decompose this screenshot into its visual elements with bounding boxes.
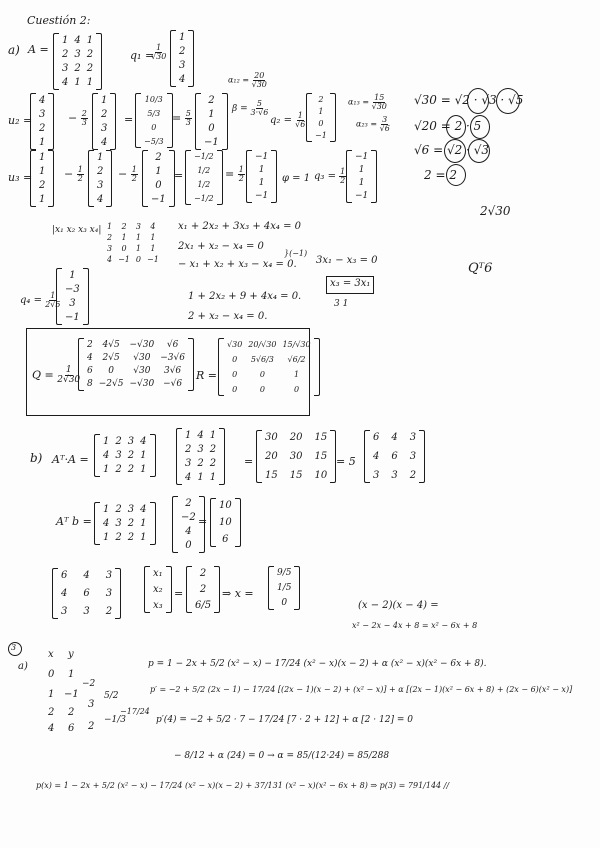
- matrix-entry: 3: [61, 606, 68, 617]
- root-factor-6: √6 = √2 · √3: [414, 143, 489, 157]
- Q-lhs: Q = $\frac{1}{2√30}$: [32, 365, 81, 385]
- vector-q4: [56, 268, 89, 325]
- matrix-entry: 4: [61, 588, 68, 599]
- matrix-entry: 1: [103, 532, 110, 543]
- table-cell: −1/3: [104, 715, 127, 725]
- table-header-y: y: [68, 649, 74, 660]
- u3-result: [185, 150, 223, 205]
- system-vars: |x₁ x₂ x₃ x₄|: [52, 225, 102, 235]
- matrix-entry: 4: [101, 137, 108, 148]
- matrix-entry: 1: [86, 35, 94, 46]
- circle-mark: [467, 88, 489, 114]
- system-matrix: [104, 220, 162, 266]
- matrix-entry: 2: [97, 166, 104, 177]
- matrix-A-b: [176, 428, 225, 485]
- matrix-entry: 2: [209, 458, 217, 469]
- equation-6: 2 + x₂ − x₄ = 0.: [188, 311, 268, 322]
- alpha23: α₂₃ = $\frac{3}{√6}$: [356, 115, 390, 133]
- matrix-entry: 0: [151, 123, 157, 132]
- matrix-entry: 4: [140, 504, 147, 515]
- q1-coef: $\frac{1}{√30}$: [151, 43, 167, 61]
- table-cell: 1: [68, 669, 75, 680]
- table-cell: 4: [48, 723, 55, 734]
- vector-rhs: [186, 566, 220, 613]
- matrix-entry: 3: [74, 49, 81, 60]
- circle-mark: [496, 88, 520, 114]
- equation-4: 3x₁ − x₃ = 0: [316, 255, 378, 266]
- matrix-entry: 2: [197, 458, 204, 469]
- table-cell: 5/2: [104, 691, 119, 701]
- matrix-entry: 15: [265, 470, 278, 481]
- matrix-entry: 2: [185, 498, 192, 509]
- matrix-entry: 10: [314, 470, 328, 481]
- u2-coef: = $\frac{5}{3}$: [172, 109, 191, 127]
- matrix-entry: 1: [39, 152, 46, 163]
- matrix-entry: −1/2: [194, 194, 214, 203]
- matrix-entry: −1: [355, 191, 369, 201]
- beta: β = $\frac{5}{3\cdot√6}$: [232, 99, 269, 117]
- matrix-entry: 1: [103, 436, 110, 447]
- root-product: 2√30: [480, 204, 511, 218]
- matrix-entry: 1: [150, 244, 156, 253]
- alpha13: α₁₃ = $\frac{15}{√30}$: [348, 93, 387, 111]
- matrix-entry: 4: [62, 77, 69, 88]
- matrix-entry: 1: [74, 77, 81, 88]
- matrix-entry: 4: [87, 353, 93, 363]
- matrix-entry: 0: [232, 385, 238, 394]
- matrix-entry: 2: [155, 152, 162, 163]
- matrix-entry: −1: [315, 131, 327, 140]
- matrix-entry: 1/5: [277, 583, 292, 593]
- matrix-entry: 6: [373, 432, 380, 443]
- table-cell: 6: [68, 723, 75, 734]
- u3-minus1: − $\frac{1}{2}$: [64, 165, 83, 183]
- Atb-eq: =: [198, 515, 208, 528]
- matrix-entry: −√6: [163, 379, 183, 389]
- matrix-entry: 15/√30: [282, 340, 311, 349]
- matrix-entry: 30: [265, 432, 278, 443]
- matrix-entry: 6: [87, 366, 93, 376]
- u3-v2: [142, 150, 175, 207]
- matrix-entry: 1: [209, 430, 217, 441]
- matrix-entry: 10/3: [144, 95, 163, 104]
- matrix-AtA-scaled: [364, 430, 425, 483]
- matrix-entry: 1: [135, 244, 141, 253]
- matrix-entry: 4: [391, 432, 398, 443]
- matrix-entry: 1: [39, 137, 46, 148]
- u2-eq: =: [124, 113, 134, 126]
- vector-Atb: [210, 498, 241, 547]
- matrix-entry: 0: [259, 385, 265, 394]
- matrix-entry: 15: [314, 451, 328, 462]
- matrix-entry: 1: [140, 450, 147, 461]
- matrix-At: [94, 434, 156, 477]
- matrix-entry: 6: [391, 451, 398, 462]
- matrix-entry: 4: [150, 222, 156, 231]
- matrix-entry: 4: [197, 430, 204, 441]
- matrix-entry: 2: [127, 518, 135, 529]
- matrix-entry: 0: [155, 180, 162, 191]
- matrix-entry: 0: [293, 385, 300, 394]
- matrix-entry: 2: [121, 222, 127, 231]
- matrix-entry: 3: [409, 451, 417, 462]
- matrix-entry: 1: [179, 32, 186, 43]
- table-cell: 2: [68, 707, 75, 718]
- matrix-entry: √6: [166, 340, 179, 350]
- matrix-Q: [78, 338, 194, 391]
- alpha-solution: − 8/12 + α (24) = 0 → α = 85/(12·24) = 85/288: [174, 751, 390, 761]
- matrix-entry: 2: [74, 63, 81, 74]
- qt-note: Qᵀ6: [468, 261, 493, 276]
- table-cell: −1: [64, 689, 79, 700]
- matrix-entry: 3: [97, 180, 104, 191]
- vector-x: [268, 566, 300, 610]
- part-a-label: a): [8, 43, 20, 57]
- question-3-number: 3: [11, 643, 17, 652]
- matrix-entry: 4: [140, 436, 147, 447]
- u3-eq: =: [174, 169, 184, 182]
- matrix-entry: 3: [107, 244, 113, 253]
- matrix-entry: 3: [127, 504, 135, 515]
- vector-x-vars: [144, 566, 172, 613]
- matrix-entry: 1: [358, 165, 365, 175]
- matrix-entry: 30: [289, 451, 303, 462]
- matrix-entry: 6: [61, 570, 68, 581]
- root-factor-20: √20 = 2 · 5: [414, 119, 482, 133]
- matrix-entry: 1: [197, 472, 204, 483]
- matrix-entry: −1: [146, 255, 159, 264]
- matrix-entry: 1: [258, 178, 265, 188]
- circle-mark: [446, 115, 466, 139]
- matrix-entry: 0: [281, 598, 288, 608]
- matrix-entry: 2: [62, 49, 69, 60]
- matrix-entry: √30: [133, 353, 151, 363]
- equation-5: 1 + 2x₂ + 9 + 4x₄ = 0.: [188, 291, 302, 302]
- matrix-entry: 10: [219, 517, 232, 528]
- matrix-entry: 15: [289, 470, 303, 481]
- matrix-entry: 2: [107, 233, 113, 242]
- matrix-entry: 2: [209, 444, 217, 455]
- matrix-entry: 2: [199, 568, 207, 579]
- matrix-entry: 4: [97, 194, 104, 205]
- matrix-entry: 3: [135, 222, 141, 231]
- matrix-entry: 0: [135, 255, 141, 264]
- matrix-entry: 2: [87, 340, 93, 350]
- matrix-entry: 2: [115, 504, 122, 515]
- vector-q1: [170, 30, 194, 87]
- matrix-entry: 6/5: [195, 600, 212, 611]
- matrix-entry: −2: [181, 512, 196, 523]
- matrix-entry: 2: [86, 49, 94, 60]
- matrix-entry: 0: [232, 355, 238, 364]
- matrix-entry: −√30: [129, 340, 155, 350]
- matrix-entry: 4: [185, 526, 192, 537]
- matrix-entry: 3: [62, 63, 69, 74]
- p-derivative-at-4: p′(4) = −2 + 5/2 · 7 − 17/24 [7 · 2 + 12] + α [2 · 12] = 0: [156, 715, 413, 725]
- matrix-entry: 1: [140, 518, 147, 529]
- matrix-entry: x₂: [153, 584, 163, 595]
- circle-mark: [470, 115, 490, 139]
- table-cell: −2: [82, 679, 96, 689]
- matrix-entry: 1: [107, 222, 113, 231]
- matrix-entry: 0: [108, 366, 114, 376]
- matrix-entry: 3: [179, 60, 186, 71]
- matrix-entry: 1: [318, 107, 324, 116]
- matrix-entry: 3: [391, 470, 398, 481]
- root-factor-30: √30 = √2 · √3 · √5: [414, 93, 524, 107]
- x3-values: 3 1: [334, 299, 349, 309]
- u2-result: [135, 93, 173, 148]
- matrix-entry: 2: [179, 46, 186, 57]
- matrix-entry: 3: [185, 458, 192, 469]
- matrix-entry: 1: [101, 95, 108, 106]
- A-name: A =: [28, 43, 49, 56]
- matrix-entry: 3: [197, 444, 204, 455]
- matrix-entry: 2: [105, 606, 113, 617]
- matrix-entry: 4: [185, 472, 192, 483]
- q3-lhs: q₃ = $\frac{1}{2}$: [314, 167, 346, 185]
- system-matrix-b: [52, 568, 121, 619]
- matrix-entry: 2: [185, 444, 192, 455]
- matrix-entry: 0: [121, 244, 127, 253]
- x3-boxed: x₃ = 3x₁: [330, 278, 371, 289]
- matrix-entry: 1: [208, 109, 215, 120]
- matrix-entry: 0: [259, 370, 265, 379]
- matrix-entry: 3: [69, 298, 76, 309]
- matrix-entry: −1: [355, 152, 369, 162]
- matrix-entry: −1: [204, 137, 219, 148]
- matrix-entry: 2: [199, 584, 207, 595]
- alpha12: α₁₂ = $\frac{20}{√30}$: [228, 71, 267, 89]
- matrix-entry: 2: [208, 95, 215, 106]
- matrix-entry: 15: [314, 432, 328, 443]
- u2-minus-frac: − $\frac{2}{3}$: [68, 109, 87, 127]
- matrix-entry: −1: [118, 255, 130, 264]
- matrix-entry: −1: [255, 152, 269, 162]
- matrix-entry: x₁: [153, 568, 163, 579]
- u3-coef: = $\frac{1}{2}$: [225, 165, 244, 183]
- part-b-label: b): [30, 451, 43, 465]
- u3-result2: [246, 150, 277, 203]
- matrix-entry: 2: [39, 180, 46, 191]
- matrix-entry: 1: [140, 464, 147, 475]
- matrix-entry: 1: [135, 233, 141, 242]
- matrix-entry: 3: [83, 606, 90, 617]
- table-cell: 2: [48, 707, 55, 718]
- matrix-entry: 4: [179, 74, 186, 85]
- system-eq: =: [174, 587, 184, 600]
- matrix-entry: 3: [105, 588, 113, 599]
- u3-first: [30, 150, 54, 207]
- table-cell: 1: [48, 689, 55, 700]
- matrix-entry: 4: [39, 95, 46, 106]
- matrix-At-2: [94, 502, 156, 545]
- matrix-entry: 0: [232, 370, 238, 379]
- matrix-entry: −1: [255, 191, 269, 201]
- matrix-entry: 1: [185, 430, 192, 441]
- R-lhs: R =: [196, 369, 217, 382]
- matrix-entry: 9/5: [277, 568, 292, 578]
- matrix-entry: 5√6/3: [250, 355, 274, 364]
- matrix-entry: 1: [140, 532, 147, 543]
- matrix-entry: √30: [133, 366, 151, 376]
- matrix-entry: −1: [65, 312, 80, 323]
- matrix-entry: 2: [127, 464, 135, 475]
- u3-minus2: − $\frac{1}{2}$: [118, 165, 137, 183]
- matrix-entry: 2: [115, 464, 122, 475]
- equation-3-note: }(−1): [284, 249, 308, 258]
- matrix-R: [218, 338, 320, 396]
- matrix-entry: 3: [101, 123, 108, 134]
- matrix-entry: 2√5: [102, 353, 120, 363]
- Atb-lhs: Aᵀ b =: [56, 515, 92, 528]
- table-cell: 2: [88, 721, 95, 732]
- matrix-entry: 2: [86, 63, 94, 74]
- matrix-entry: 4: [103, 450, 110, 461]
- q3-a-label: a): [18, 661, 28, 672]
- equation-2: 2x₁ + x₂ − x₄ = 0: [178, 241, 264, 252]
- AtA-eq5: = 5: [336, 455, 356, 468]
- AtA-lhs: Aᵀ·A =: [52, 453, 89, 466]
- matrix-entry: 4: [107, 255, 113, 264]
- matrix-entry: −3: [65, 284, 80, 295]
- matrix-entry: 1: [103, 464, 110, 475]
- matrix-entry: 10: [219, 500, 232, 511]
- equation-1: x₁ + 2x₂ + 3x₃ + 4x₄ = 0: [178, 221, 301, 232]
- matrix-entry: 20: [289, 432, 303, 443]
- heading: Cuestión 2:: [27, 14, 91, 27]
- vector-q3: [346, 150, 377, 203]
- matrix-entry: 6: [222, 534, 229, 545]
- matrix-entry: 5/3: [147, 109, 161, 118]
- matrix-entry: 1: [39, 194, 46, 205]
- matrix-entry: 1: [258, 165, 265, 175]
- poly-factor: (x − 2)(x − 4) =: [358, 600, 439, 611]
- matrix-entry: 1: [155, 166, 162, 177]
- matrix-entry: −3√6: [160, 353, 185, 363]
- matrix-entry: 2: [127, 532, 135, 543]
- matrix-entry: √30: [227, 340, 243, 349]
- matrix-entry: 1: [86, 77, 94, 88]
- matrix-entry: 3: [127, 436, 135, 447]
- matrix-entry: 2: [318, 95, 324, 104]
- u2-first: [30, 93, 54, 150]
- matrix-entry: √6/2: [287, 355, 306, 364]
- matrix-entry: 1/2: [197, 180, 211, 189]
- q4-lhs: q₄ = $\frac{1}{2√5}$: [20, 291, 61, 309]
- matrix-entry: 1/2: [197, 166, 211, 175]
- phi: φ = 1: [282, 173, 311, 184]
- matrix-entry: 0: [318, 119, 324, 128]
- poly-expand: x² − 2x − 4x + 8 = x² − 6x + 8: [352, 621, 478, 630]
- matrix-entry: 2: [115, 436, 122, 447]
- matrix-entry: 4: [74, 35, 81, 46]
- matrix-entry: 3: [39, 109, 46, 120]
- u3-v1: [88, 150, 112, 207]
- matrix-entry: 1: [209, 472, 217, 483]
- matrix-entry: 2: [409, 470, 417, 481]
- p-derivative: p′ = −2 + 5/2 (2x − 1) − 17/24 [(2x − 1)(x − 2) + (x² − x)] + α [(2x − 1)(x² − 6x + 8) + (2x − 6)(x² − x)]: [150, 685, 573, 694]
- p-expression: p = 1 − 2x + 5/2 (x² − x) − 17/24 (x² − x)(x − 2) + α (x² − x)(x² − 6x + 8).: [148, 659, 487, 669]
- matrix-entry: 1: [293, 370, 300, 379]
- final-polynomial: p(x) = 1 − 2x + 5/2 (x² − x) − 17/24 (x² − x)(x − 2) + 37/131 (x² − x)(x² − 6x + 8) ⇒ p(3) = 791/144 //: [36, 781, 450, 790]
- matrix-entry: x₃: [153, 600, 163, 611]
- circle-mark: [444, 139, 466, 163]
- matrix-entry: 1: [150, 233, 156, 242]
- AtA-eq: =: [244, 455, 254, 468]
- matrix-entry: 2: [39, 123, 46, 134]
- matrix-entry: 6: [83, 588, 90, 599]
- matrix-entry: 1: [39, 166, 46, 177]
- matrix-entry: 0: [208, 123, 215, 134]
- matrix-entry: 4√5: [102, 340, 120, 350]
- equation-3: − x₁ + x₂ + x₃ − x₄ = 0.: [178, 259, 297, 270]
- matrix-entry: −1/2: [194, 152, 214, 161]
- root-factor-2: 2 = 2: [424, 168, 457, 182]
- matrix-entry: −√30: [129, 379, 155, 389]
- matrix-entry: 4: [83, 570, 90, 581]
- u2-lhs: u₂ =: [8, 114, 33, 127]
- u2-vec: [92, 93, 116, 150]
- matrix-entry: 1: [69, 270, 76, 281]
- vector-q2: [306, 93, 336, 142]
- matrix-entry: 1: [121, 233, 127, 242]
- matrix-entry: 3: [409, 432, 417, 443]
- matrix-entry: 4: [103, 518, 110, 529]
- q2-lhs: q₂ = $\frac{1}{√6}$: [270, 111, 306, 129]
- matrix-A: [53, 33, 102, 90]
- table-cell: 0: [48, 669, 55, 680]
- matrix-entry: 1: [97, 152, 104, 163]
- matrix-entry: 3: [115, 450, 122, 461]
- matrix-entry: 3: [105, 570, 113, 581]
- table-header-x: x: [48, 649, 54, 660]
- matrix-entry: 1: [103, 504, 110, 515]
- matrix-entry: 1: [62, 35, 69, 46]
- matrix-entry: 3: [373, 470, 380, 481]
- matrix-entry: 0: [185, 540, 192, 551]
- u2-result2: [195, 93, 228, 150]
- matrix-entry: 8: [87, 379, 93, 389]
- u3-lhs: u₃ =: [8, 171, 33, 184]
- matrix-entry: 2: [101, 109, 108, 120]
- table-cell: 3: [88, 699, 95, 710]
- matrix-entry: 2: [115, 532, 122, 543]
- matrix-AtA: [256, 430, 336, 483]
- matrix-entry: −2√5: [98, 379, 124, 389]
- matrix-entry: 20/√30: [248, 340, 277, 349]
- table-cell: −17/24: [120, 707, 150, 716]
- matrix-entry: 2: [127, 450, 135, 461]
- q1-lhs: q₁ =: [130, 49, 155, 62]
- circle-mark: [446, 164, 466, 186]
- matrix-entry: −5/3: [144, 137, 164, 146]
- matrix-entry: 3√6: [163, 366, 182, 376]
- matrix-entry: 3: [115, 518, 122, 529]
- matrix-entry: 20: [265, 451, 278, 462]
- matrix-entry: 1: [358, 178, 365, 188]
- implies-x: ⇒ x =: [222, 587, 254, 600]
- circle-mark: [468, 139, 490, 163]
- matrix-entry: −1: [151, 194, 166, 205]
- matrix-entry: 4: [373, 451, 380, 462]
